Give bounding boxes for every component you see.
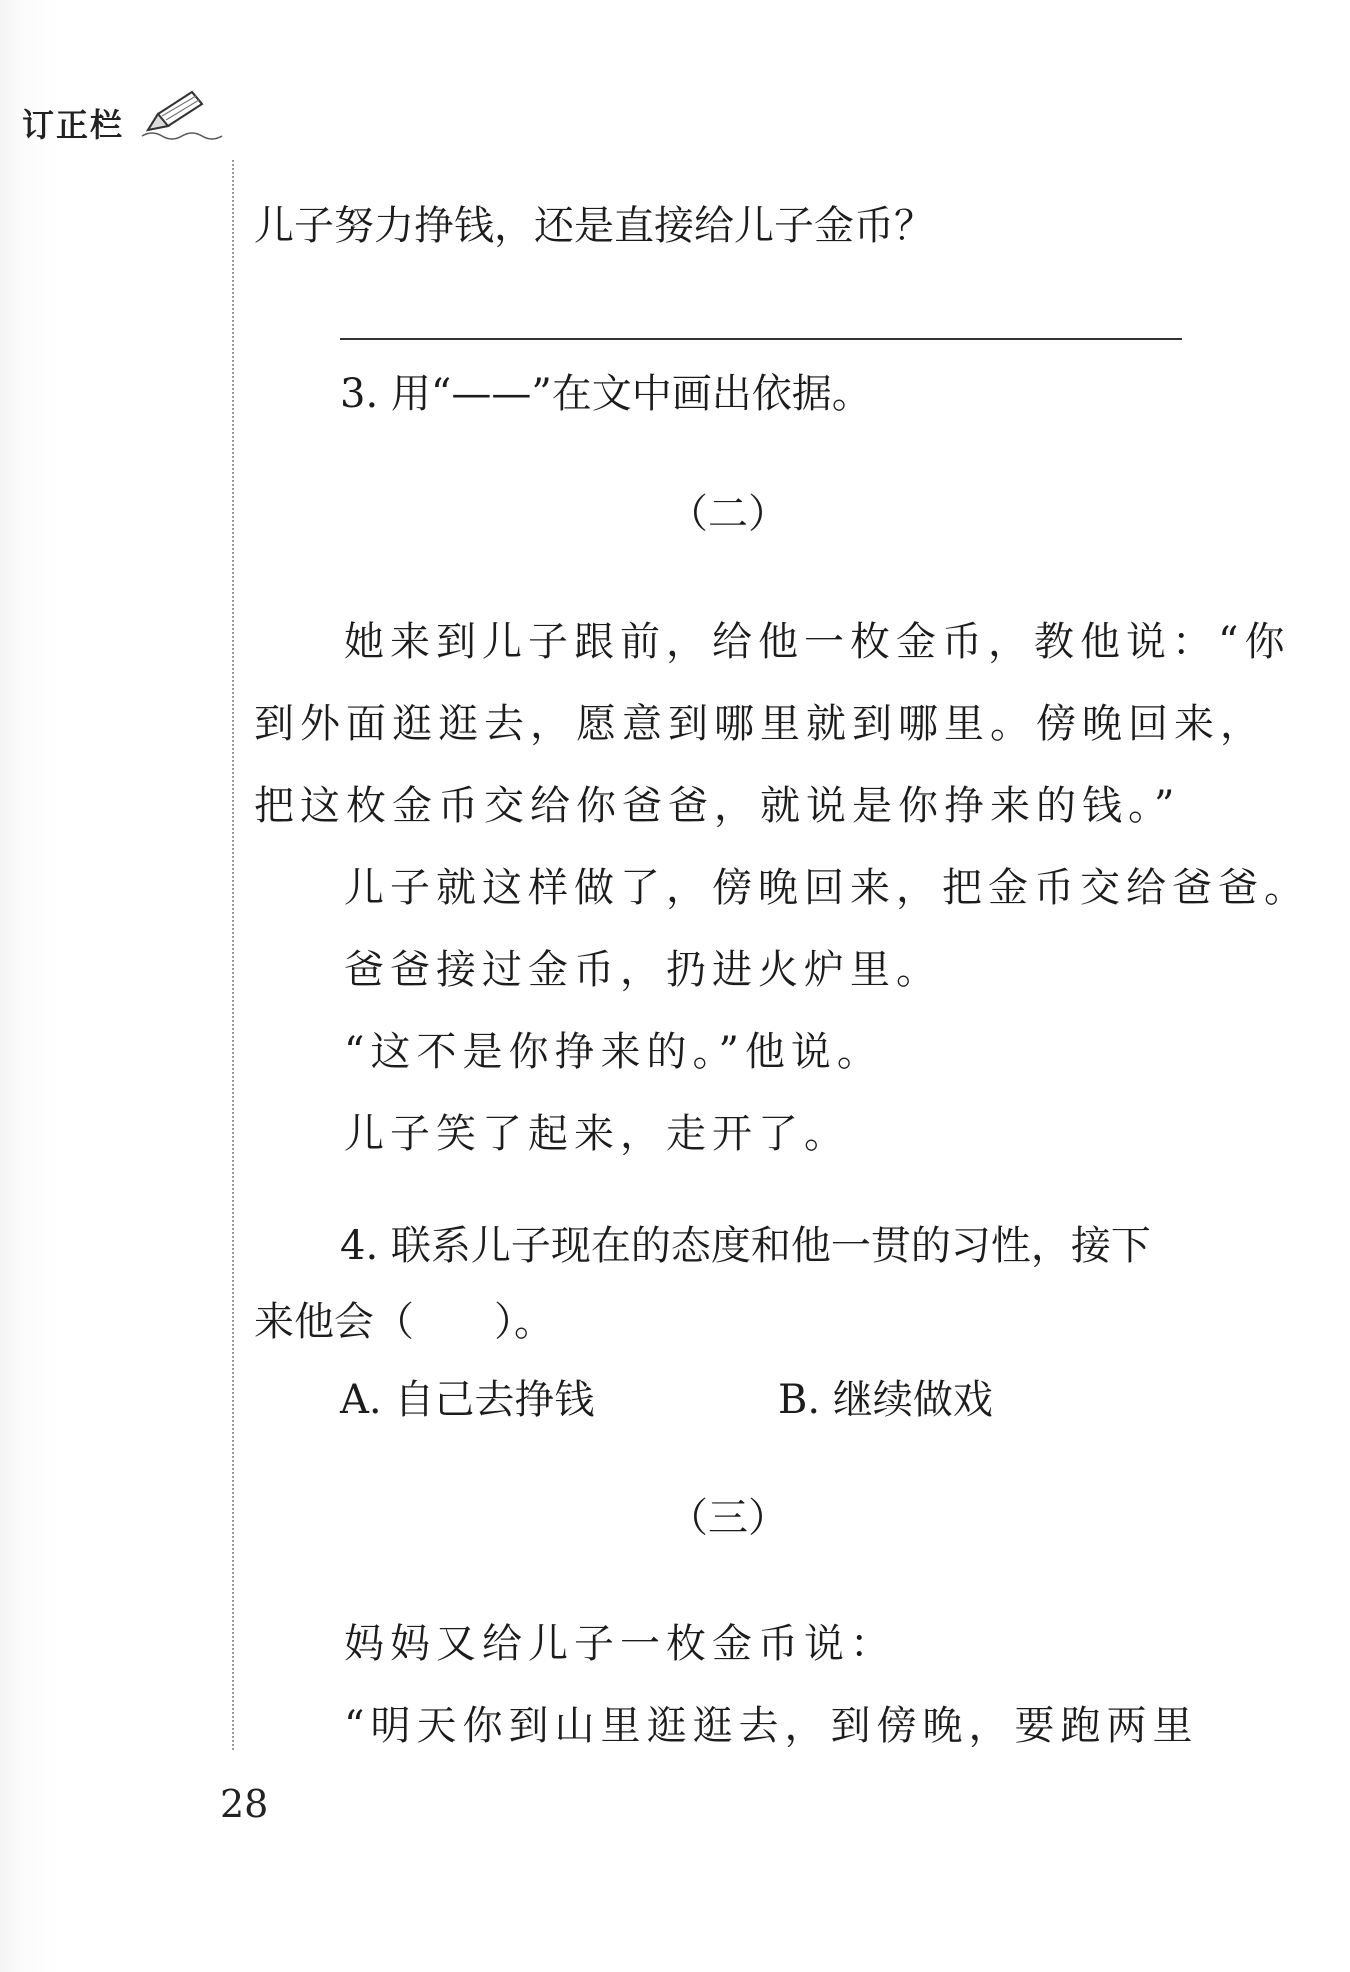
section-2-paragraph-line: 儿子笑了起来，走开了。 xyxy=(344,1111,850,1157)
question-4-option-a: A. 自己去挣钱 xyxy=(340,1377,595,1423)
section-2-title: （二） xyxy=(668,491,788,537)
question-3: 3. 用“——”在文中画出依据。 xyxy=(340,371,872,417)
page-number: 28 xyxy=(220,1782,269,1826)
answer-line xyxy=(340,338,1182,340)
question-4: 4. 联系儿子现在的态度和他一贯的习性，接下 xyxy=(340,1223,1151,1269)
section-3-title: （三） xyxy=(668,1495,788,1541)
correction-column-label: 订正栏 xyxy=(22,106,125,144)
section-3-paragraph-line: “明天你到山里逛逛去，到傍晚，要跑两里 xyxy=(344,1703,1199,1749)
section-3-paragraph-line: 妈妈又给儿子一枚金币说： xyxy=(344,1621,896,1667)
section-2-paragraph-line: 儿子就这样做了，傍晚回来，把金币交给爸爸。 xyxy=(344,865,1310,911)
question-2-continuation: 儿子努力挣钱，还是直接给儿子金币？ xyxy=(254,203,934,249)
section-2-paragraph-line: 她来到儿子跟前，给他一枚金币，教他说：“你 xyxy=(344,619,1291,665)
pencil-icon xyxy=(140,86,230,142)
section-2-paragraph-line: 到外面逛逛去，愿意到哪里就到哪里。傍晚回来， xyxy=(254,701,1266,747)
section-2-paragraph-line: “这不是你挣来的。”他说。 xyxy=(344,1029,883,1075)
question-4-option-b: B. 继续做戏 xyxy=(778,1377,993,1423)
margin-dotted-line xyxy=(232,160,234,1750)
section-2-paragraph-line: 把这枚金币交给你爸爸，就说是你挣来的钱。” xyxy=(254,783,1181,829)
section-2-paragraph-line: 爸爸接过金币，扔进火炉里。 xyxy=(344,947,942,993)
question-4-line-2: 来他会（ ）。 xyxy=(254,1299,554,1345)
